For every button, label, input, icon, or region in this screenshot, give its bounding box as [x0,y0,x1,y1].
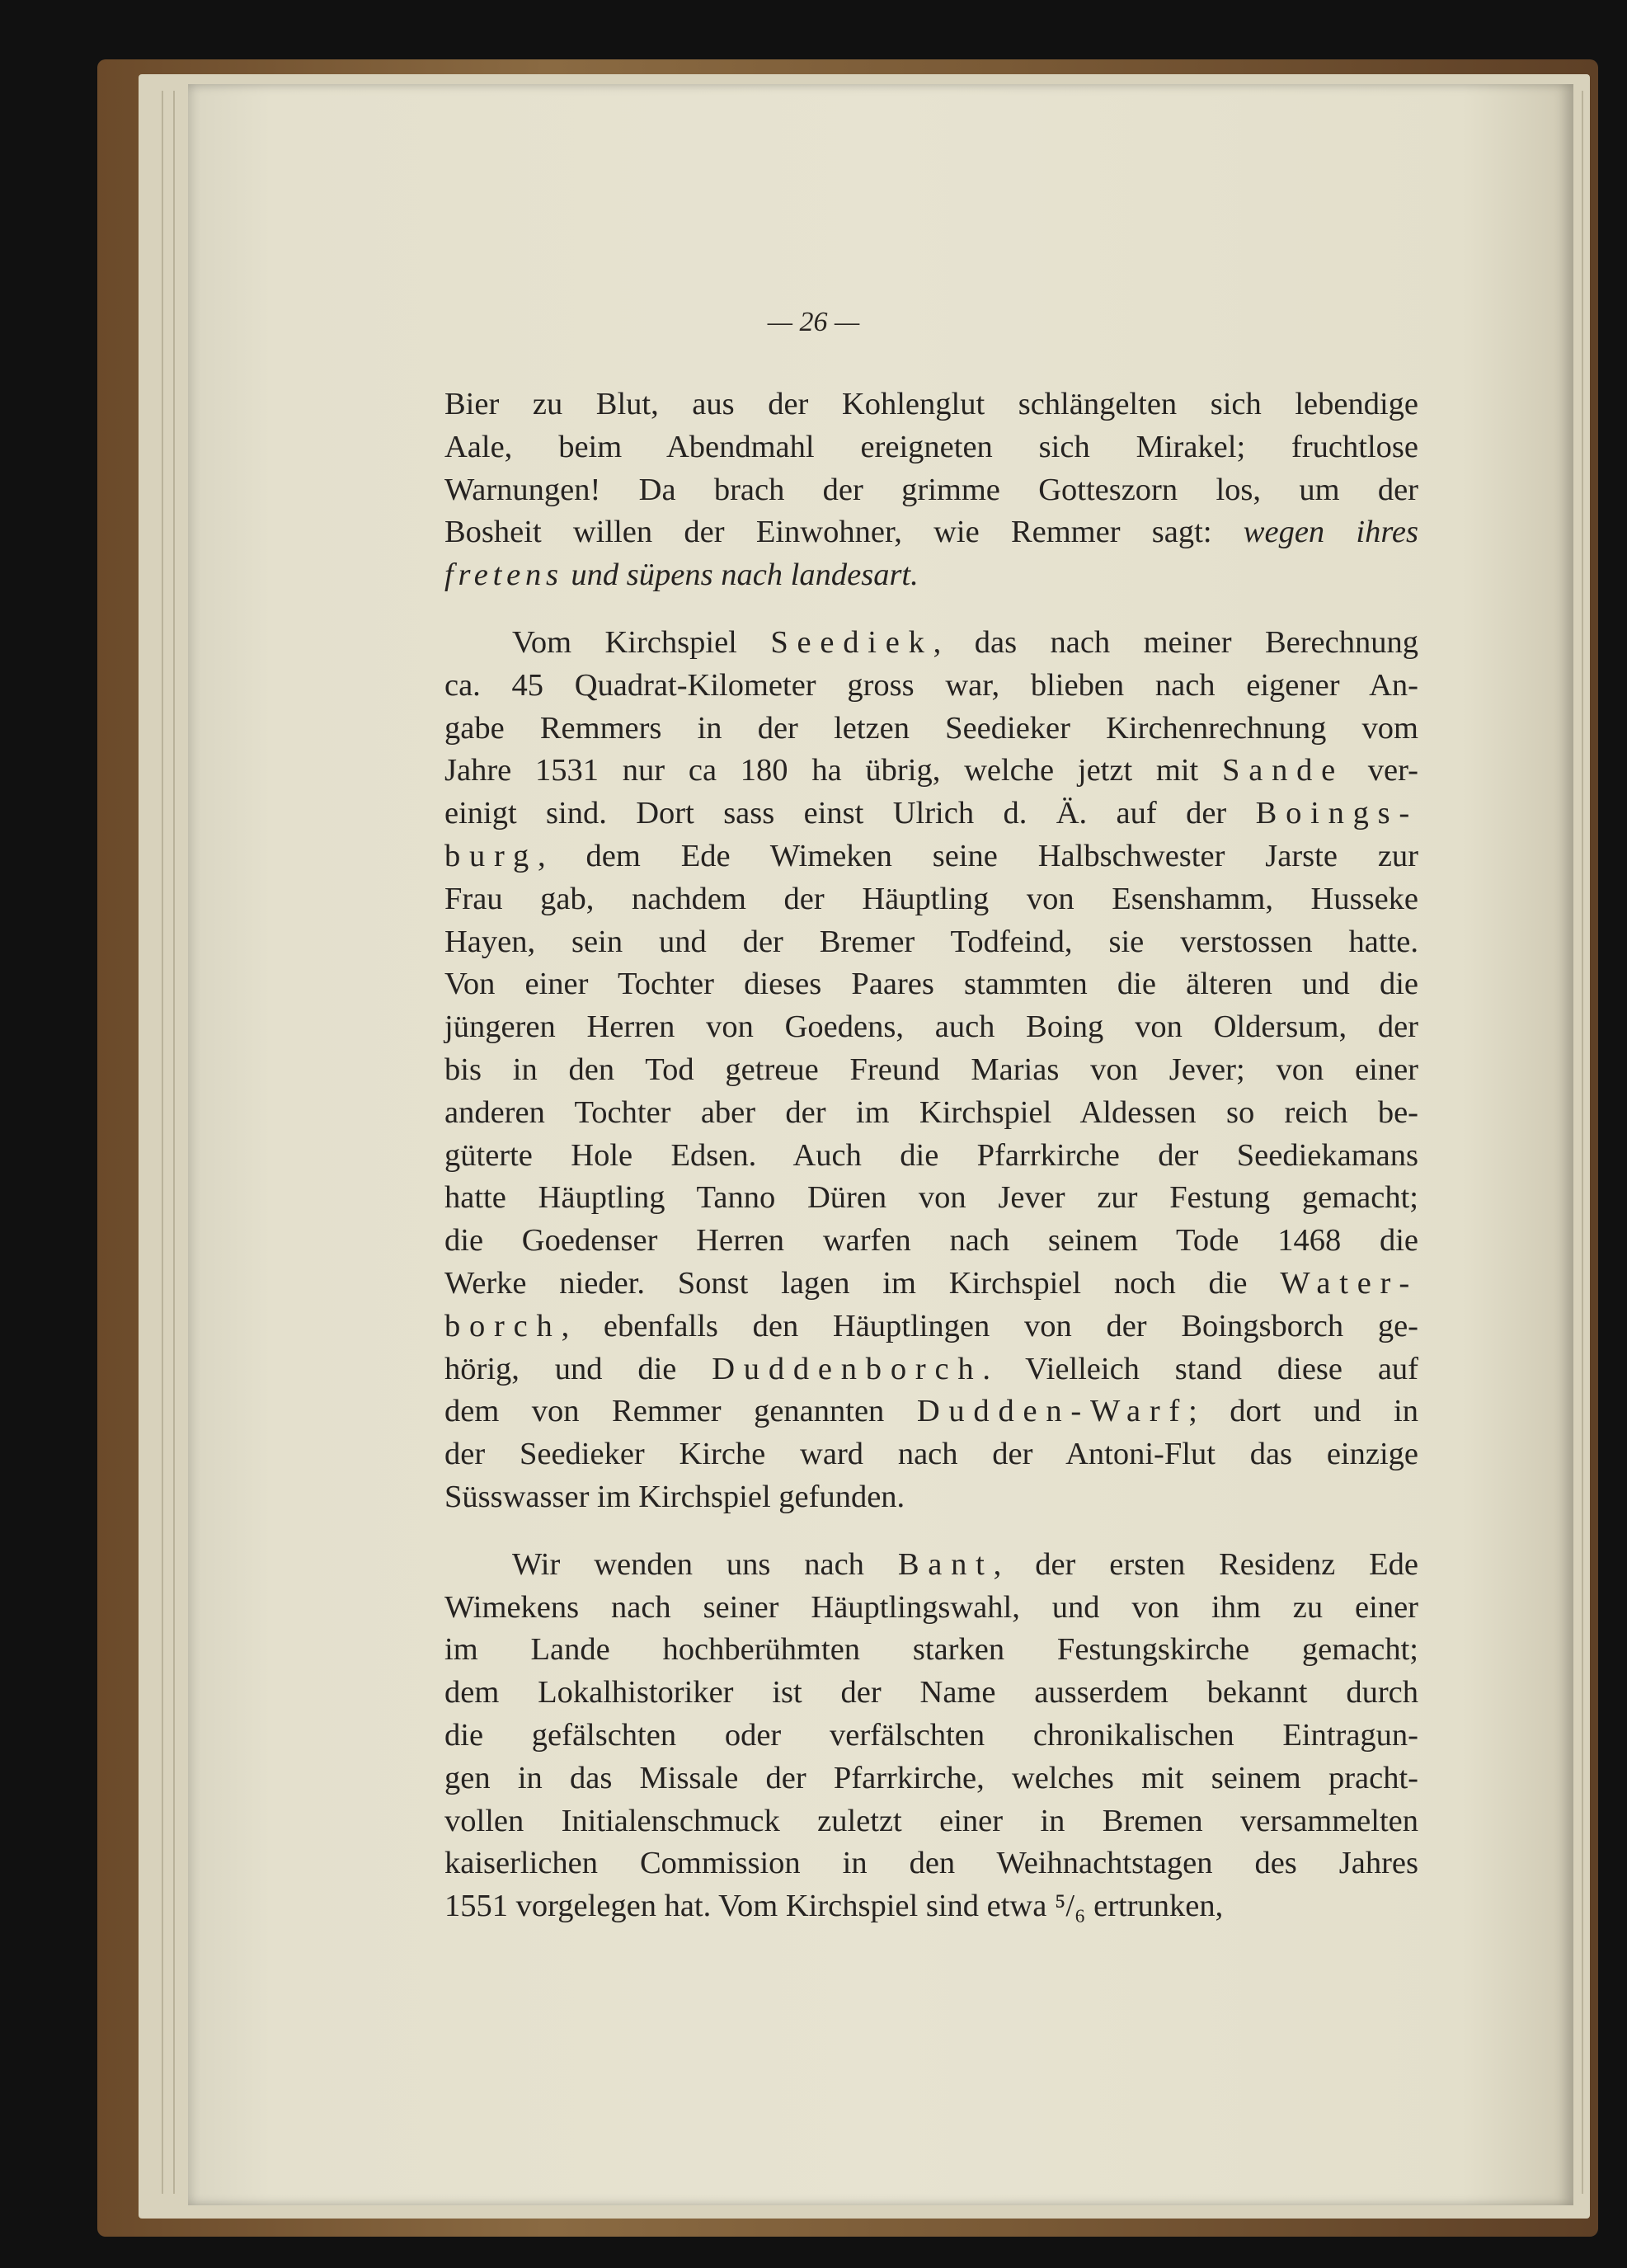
text-segment: Wir wenden uns nach [512,1546,898,1582]
text-segment: , dem Ede Wimeken seine Halbschwester Jarste zur [538,838,1418,873]
text-segment: Von einer Tochter dieses Paares stammten die älteren und die [444,967,1418,1002]
text-segment: Frau gab, nachdem der Häuptling von Esenshamm, Husseke [444,881,1418,916]
text-segment: , ebenfalls den Häuptlingen von der Boingsborch ge- [561,1308,1418,1343]
text-segment: Bier zu Blut, aus der Kohlenglut schlängelten sich lebendige [444,387,1418,421]
text-line [444,835,1418,878]
emphasized-text: Sande [1222,753,1345,788]
text-line [444,1842,1418,1885]
text-segment: gen in das Missale der Pfarrkirche, welches mit seinem pracht- [444,1760,1418,1795]
text-line [444,921,1418,964]
text-line [444,750,1418,793]
paragraph [444,383,1418,597]
emphasized-text: wegen ihres [1243,515,1418,550]
text-segment: . Vielleich stand diese auf [982,1351,1418,1386]
page-edge-line [173,91,175,2194]
text-line [444,1433,1418,1476]
text-segment: dem von Remmer genannten [444,1394,917,1429]
text-line [444,622,1418,665]
text-line [444,1049,1418,1092]
text-line [444,383,1418,426]
text-line [444,1587,1418,1630]
text-line [444,511,1418,554]
emphasized-text: Water- [1280,1265,1418,1301]
text-line [444,469,1418,512]
text-segment: ca. 45 Quadrat-Kilometer gross war, blieben nach eigener An- [444,667,1418,703]
text-line [444,1177,1418,1220]
text-line [444,554,1418,597]
emphasized-text: Seediek [770,624,933,660]
text-line [444,1135,1418,1178]
text-segment: kaiserlichen Commission in den Weihnachtstagen des Jahres [444,1846,1418,1881]
text-segment: anderen Tochter aber der im Kirchspiel Aldessen so reich be- [444,1094,1418,1130]
emphasized-text: fretens [444,558,563,593]
text-segment: Bosheit willen der Einwohner, wie Remmer sagt: [444,515,1244,550]
text-line [444,1672,1418,1715]
text-segment: Wimekens nach seiner Häuptlingswahl, und von ihm zu einer [444,1589,1418,1625]
emphasized-text: Boings- [1255,796,1418,831]
page-edge-line [162,91,163,2194]
emphasized-text: borch [444,1308,562,1343]
text-segment: güterte Hole Edsen. Auch die Pfarrkirche der Seediekamans [444,1137,1418,1173]
text-segment: hörig, und die [444,1351,712,1386]
text-segment: Hayen, sein und der Bremer Todfeind, sie verstossen hatte. [444,924,1418,959]
text-segment: Vom Kirchspiel [512,624,771,660]
text-segment: dem Lokalhistoriker ist der Name ausserdem bekannt durch [444,1675,1418,1710]
text-segment: die Goedenser Herren warfen nach seinem Tode 1468 die [444,1223,1418,1259]
text-segment: Werke nieder. Sonst lagen im Kirchspiel noch die [444,1265,1281,1301]
page-body-text [444,383,1418,1928]
text-line [444,963,1418,1006]
text-segment: die gefälschten oder verfälschten chronikalischen Eintragun- [444,1717,1418,1753]
text-segment: gabe Remmers in der letzen Seedieker Kirchenrechnung vom [444,710,1418,746]
text-line [444,878,1418,921]
emphasized-text: Dudden-Warf [916,1394,1189,1429]
emphasized-text: burg [444,838,538,873]
emphasized-text: Bant [897,1546,994,1582]
text-line [444,1476,1418,1519]
page-edge-line [1582,91,1583,2194]
text-line [444,1306,1418,1348]
text-line [444,1006,1418,1049]
text-segment: , der ersten Residenz Ede [993,1546,1418,1582]
text-line [444,1220,1418,1263]
page-number-header: — 26 — [767,307,860,337]
emphasized-text: Duddenborch [712,1351,983,1386]
text-segment: der Seedieker Kirche ward nach der Antoni-Flut das einzige [444,1437,1418,1472]
text-segment: Aale, beim Abendmahl ereigneten sich Mirakel; fruchtlose [444,429,1418,464]
text-segment: , das nach meiner Berechnung [933,624,1418,660]
text-segment: bis in den Tod getreue Freund Marias von Jever; von einer [444,1052,1418,1087]
text-line [444,1092,1418,1135]
text-line [444,1544,1418,1587]
emphasized-text: und süpens nach landesart. [562,558,919,593]
text-segment: 1551 vorgelegen hat. Vom Kirchspiel sind etwa ⁵/₆ ertrunken, [444,1889,1224,1924]
text-line [444,1263,1418,1306]
text-segment: hatte Häuptling Tanno Düren von Jever zur Festung gemacht; [444,1180,1418,1216]
text-segment: im Lande hochberühmten starken Festungskirche gemacht; [444,1632,1418,1668]
text-line [444,708,1418,751]
text-line [444,1885,1418,1928]
text-line [444,1715,1418,1757]
text-segment: ver- [1344,753,1418,788]
text-segment: vollen Initialenschmuck zuletzt einer in Bremen versammelten [444,1803,1418,1838]
text-line [444,1800,1418,1843]
text-segment: Jahre 1531 nur ca 180 ha übrig, welche jetzt mit [444,753,1223,788]
text-line [444,793,1418,835]
text-segment: einigt sind. Dort sass einst Ulrich d. Ä. auf der [444,796,1256,831]
text-line [444,1629,1418,1672]
paragraph [444,1544,1418,1928]
text-segment: ; dort und in [1188,1394,1418,1429]
text-segment: Warnungen! Da brach der grimme Gotteszorn los, um der [444,472,1418,507]
text-line [444,426,1418,469]
text-line [444,1757,1418,1800]
text-line [444,665,1418,708]
text-line [444,1390,1418,1433]
text-line [444,1348,1418,1391]
paragraph [444,622,1418,1519]
text-segment: Süsswasser im Kirchspiel gefunden. [444,1479,905,1514]
text-segment: jüngeren Herren von Goedens, auch Boing von Oldersum, der [444,1009,1418,1045]
